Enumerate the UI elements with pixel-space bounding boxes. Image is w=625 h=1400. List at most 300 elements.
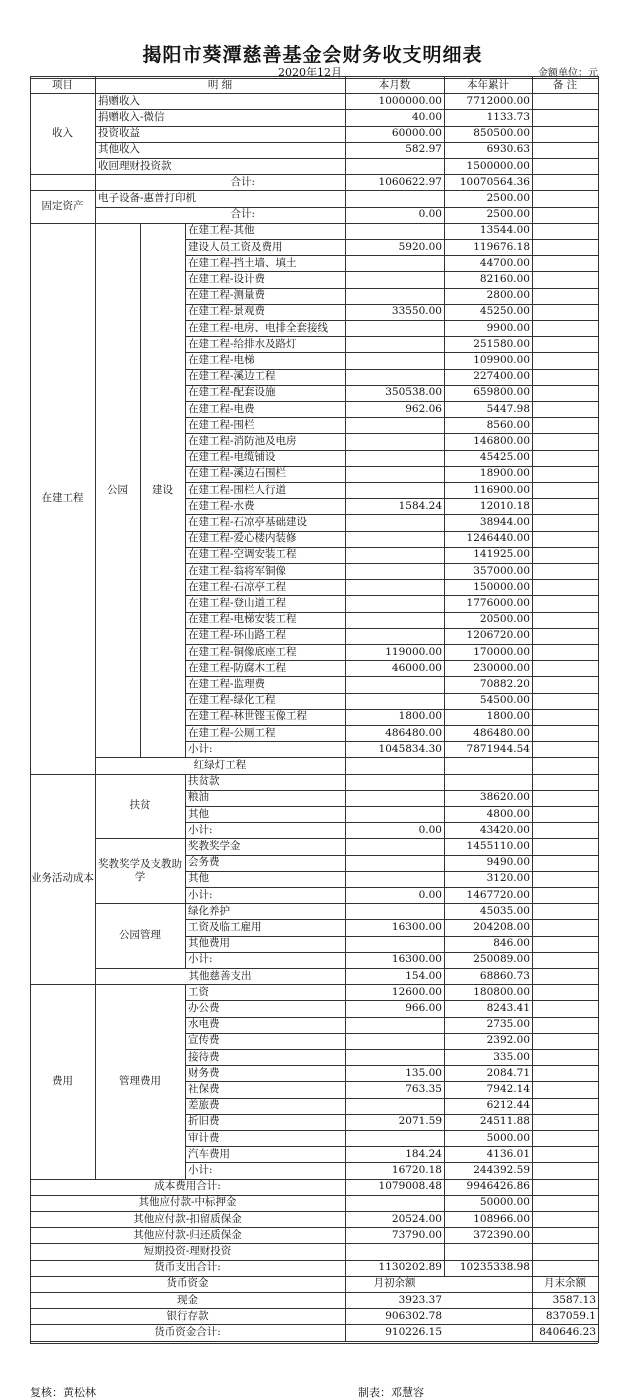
- row-rule: [185, 806, 598, 807]
- row-year-value: 45425.00: [479, 451, 530, 464]
- row-month-value: [345, 190, 444, 206]
- row-month-value: [345, 336, 444, 352]
- row-label: 在建工程-景观费: [188, 305, 266, 318]
- row-month-value: [345, 1098, 444, 1114]
- row-rule: [185, 919, 598, 920]
- row-label: 在建工程-给排水及路灯: [188, 337, 297, 350]
- row-year-value: 50000.00: [479, 1196, 530, 1209]
- row-month-value: 月初余额: [373, 1277, 416, 1290]
- row-year-value: 9490.00: [486, 856, 530, 869]
- row-label: 建设人员工资及费用: [188, 240, 283, 253]
- row-month-value: [345, 612, 444, 628]
- row-rule: [185, 644, 598, 645]
- row-month-value: [345, 693, 444, 709]
- row-year-value: 1133.73: [486, 110, 530, 123]
- row-rule: [30, 1308, 598, 1309]
- row-rule: [185, 1146, 598, 1147]
- row-rule: [185, 871, 598, 872]
- row-year-value: 1800.00: [486, 710, 530, 723]
- row-label: 在建工程-石凉亭工程: [188, 580, 287, 593]
- row-year-value: 45035.00: [479, 904, 530, 917]
- row-month-value: 12600.00: [391, 985, 442, 998]
- row-rule: [185, 271, 598, 272]
- row-year-value: 108966.00: [473, 1212, 530, 1225]
- row-label: 在建工程-电费: [188, 402, 255, 415]
- row-year-value: 5000.00: [486, 1131, 530, 1144]
- row-rule: [185, 531, 598, 532]
- group-park: 公园: [107, 483, 128, 496]
- row-year-value: 141925.00: [473, 548, 530, 561]
- row-rule: [95, 158, 598, 159]
- row-label: 货币支出合计:: [154, 1261, 221, 1274]
- row-rule: [185, 288, 598, 289]
- row-rule: [185, 579, 598, 580]
- group-build: 建设: [152, 483, 173, 496]
- row-label: 财务费: [188, 1066, 220, 1079]
- row-label: 其他: [188, 807, 209, 820]
- report-title: 揭阳市葵潭慈善基金会财务收支明细表: [142, 44, 483, 66]
- row-label: 粮油: [188, 791, 209, 804]
- row-label: 在建工程-水费: [188, 499, 255, 512]
- row-year-value: [444, 1308, 532, 1324]
- row-year-value: 1246440.00: [466, 532, 530, 545]
- row-month-value: [345, 757, 444, 773]
- row-year-value: 2735.00: [486, 1018, 530, 1031]
- row-label: 小计:: [188, 742, 213, 755]
- row-month-value: 1045834.30: [378, 742, 442, 755]
- row-year-value: 4136.01: [486, 1147, 530, 1160]
- row-rule: [185, 595, 598, 596]
- preparer-signature: 制表：邓慧容: [358, 1386, 424, 1399]
- row-year-value: 7942.14: [486, 1082, 530, 1095]
- row-label: 其他: [188, 872, 209, 885]
- row-year-value: 1455110.00: [466, 839, 530, 852]
- row-year-value: 38944.00: [479, 515, 530, 528]
- row-rule: [30, 190, 598, 191]
- row-label: 捐赠收入-微信: [98, 110, 165, 123]
- row-year-value: 850500.00: [473, 127, 530, 140]
- row-label: 汽车费用: [188, 1147, 230, 1160]
- row-label: 银行存款: [166, 1309, 209, 1322]
- row-label: 小计:: [188, 823, 213, 836]
- row-rule: [185, 547, 598, 548]
- row-rule: [30, 174, 598, 175]
- table-top-rule: [30, 76, 598, 77]
- table-top-rule: [30, 78, 598, 79]
- column-rule: [185, 223, 186, 758]
- row-month-value: 0.00: [418, 208, 442, 221]
- row-month-value: [345, 838, 444, 854]
- row-month-value: [345, 547, 444, 563]
- row-year-value: 8243.41: [486, 1001, 530, 1014]
- row-month-value: 16720.18: [391, 1163, 442, 1176]
- row-month-value: 119000.00: [385, 645, 442, 658]
- row-month-value: 33550.00: [391, 305, 442, 318]
- row-month-value: 40.00: [411, 110, 442, 123]
- row-month-value: 350538.00: [385, 386, 442, 399]
- row-label: 其他慈善支出: [188, 969, 252, 982]
- row-year-value: 4800.00: [486, 807, 530, 820]
- row-rule: [185, 336, 598, 337]
- row-rule: [185, 693, 598, 694]
- row-label: 收回理财投资款: [98, 159, 172, 172]
- row-month-value: [345, 936, 444, 952]
- row-rule: [30, 1292, 598, 1293]
- row-label: 在建工程-公厕工程: [188, 726, 276, 739]
- row-rule: [30, 774, 598, 775]
- row-month-value: 20524.00: [391, 1212, 442, 1225]
- header-note: 备 注: [552, 78, 578, 91]
- row-label: 短期投资-理财投资: [143, 1244, 232, 1257]
- row-year-value: 372390.00: [473, 1228, 530, 1241]
- row-rule: [95, 757, 598, 758]
- row-year-value: [444, 1276, 532, 1292]
- group-poverty: 扶贫: [129, 799, 151, 812]
- row-label: 办公费: [188, 1001, 220, 1014]
- header-item: 项目: [52, 78, 73, 91]
- row-label: 其他应付款-中标押金: [138, 1196, 237, 1209]
- row-year-value: 43420.00: [479, 823, 530, 836]
- row-month-value: 16300.00: [391, 920, 442, 933]
- row-year-value: 244392.59: [473, 1163, 530, 1176]
- row-month-value: [345, 466, 444, 482]
- row-rule: [185, 320, 598, 321]
- row-year-value: 82160.00: [479, 272, 530, 285]
- row-month-value: 3923.37: [398, 1293, 442, 1306]
- row-rule: [185, 563, 598, 564]
- row-rule: [185, 725, 598, 726]
- row-year-value: [444, 757, 532, 773]
- row-label: 其他应付款-归还质保金: [133, 1228, 242, 1241]
- row-rule: [185, 1033, 598, 1034]
- row-month-value: [345, 1195, 444, 1211]
- row-month-value: 135.00: [405, 1066, 442, 1079]
- row-rule: [95, 968, 598, 969]
- row-month-value: 910226.15: [385, 1325, 442, 1338]
- row-label: 在建工程-环山路工程: [188, 629, 287, 642]
- row-year-value: 119676.18: [473, 240, 530, 253]
- row-label: 在建工程-消防池及电房: [188, 434, 297, 447]
- header-month: 本月数: [378, 78, 411, 91]
- row-year-value: 38620.00: [479, 791, 530, 804]
- row-label: 在建工程-登山道工程: [188, 596, 287, 609]
- row-label: 在建工程-围栏人行道: [188, 483, 287, 496]
- column-rule: [345, 77, 346, 1341]
- row-month-value: 154.00: [405, 969, 442, 982]
- row-rule: [185, 741, 598, 742]
- row-rule: [95, 109, 598, 110]
- row-rule: [185, 612, 598, 613]
- row-month-value: [345, 855, 444, 871]
- row-month-value: 46000.00: [391, 661, 442, 674]
- row-year-value: 150000.00: [473, 580, 530, 593]
- row-year-value: 13544.00: [479, 224, 530, 237]
- row-rule: [185, 417, 598, 418]
- row-label: 在建工程-翁将军铜像: [188, 564, 287, 577]
- row-label: 现金: [177, 1293, 198, 1306]
- row-label: 宣传费: [188, 1034, 220, 1047]
- row-month-value: [345, 158, 444, 174]
- row-month-value: [345, 320, 444, 336]
- row-rule: [185, 255, 598, 256]
- row-label: 在建工程-防腐木工程: [188, 661, 287, 674]
- row-month-value: 1060622.97: [378, 175, 442, 188]
- row-year-value: 10235338.98: [459, 1261, 530, 1274]
- row-year-value: 9900.00: [486, 321, 530, 334]
- row-year-value: 2500.00: [486, 208, 530, 221]
- row-year-value: 146800.00: [473, 434, 530, 447]
- row-year-value: [444, 1292, 532, 1308]
- row-year-value: 1776000.00: [466, 596, 530, 609]
- row-label: 在建工程-电梯: [188, 353, 255, 366]
- row-rule: [95, 126, 598, 127]
- row-rule: [95, 903, 598, 904]
- row-year-value: 659800.00: [473, 386, 530, 399]
- row-rule: [185, 822, 598, 823]
- row-year-value: 10070564.36: [459, 175, 530, 188]
- row-year-value: 109900.00: [473, 353, 530, 366]
- row-year-value: 68860.73: [479, 969, 530, 982]
- row-note-value: 837059.1: [545, 1309, 596, 1322]
- row-label: 水电费: [188, 1018, 220, 1031]
- row-label: 在建工程-溪边石围栏: [188, 467, 287, 480]
- row-label: 其他应付款-扣留质保金: [133, 1212, 242, 1225]
- row-rule: [185, 628, 598, 629]
- row-year-value: 9946426.86: [466, 1180, 530, 1193]
- row-rule: [185, 433, 598, 434]
- row-label: 接待费: [188, 1050, 220, 1063]
- row-rule: [185, 1114, 598, 1115]
- row-year-value: 2500.00: [486, 191, 530, 204]
- row-year-value: 486480.00: [473, 726, 530, 739]
- row-rule: [30, 1227, 598, 1228]
- row-rule: [30, 1243, 598, 1244]
- row-year-value: 116900.00: [473, 483, 530, 496]
- row-year-value: 7712000.00: [466, 94, 530, 107]
- row-rule: [30, 1211, 598, 1212]
- group-expenses: 费用: [52, 1074, 73, 1087]
- row-label: 其他收入: [98, 143, 140, 156]
- row-rule: [185, 1049, 598, 1050]
- row-label: 在建工程-围栏: [188, 418, 255, 431]
- row-month-value: [345, 806, 444, 822]
- row-year-value: 8560.00: [486, 418, 530, 431]
- row-year-value: [444, 1324, 532, 1340]
- row-year-value: 227400.00: [473, 370, 530, 383]
- row-year-value: 18900.00: [479, 467, 530, 480]
- header-detail: 明 细: [207, 78, 233, 91]
- row-year-value: 357000.00: [473, 564, 530, 577]
- row-month-value: [345, 595, 444, 611]
- row-label: 其他费用: [188, 937, 230, 950]
- row-month-value: [345, 1017, 444, 1033]
- column-rule: [185, 984, 186, 1178]
- table-bottom-rule: [30, 1343, 598, 1344]
- row-month-value: 486480.00: [385, 726, 442, 739]
- row-label: 小计:: [188, 953, 213, 966]
- row-month-value: [345, 790, 444, 806]
- row-month-value: [345, 369, 444, 385]
- row-month-value: [345, 417, 444, 433]
- column-rule: [532, 77, 533, 1341]
- row-year-value: 230000.00: [473, 661, 530, 674]
- row-label: 扶贫款: [188, 775, 220, 788]
- row-rule: [95, 142, 598, 143]
- row-month-value: 0.00: [418, 823, 442, 836]
- row-month-value: 1584.24: [398, 499, 442, 512]
- row-year-value: 250089.00: [473, 953, 530, 966]
- row-label: 电子设备-惠普打印机: [98, 191, 197, 204]
- row-rule: [185, 1130, 598, 1131]
- row-label: 折旧费: [188, 1115, 220, 1128]
- row-month-value: [345, 531, 444, 547]
- row-year-value: 5447.98: [486, 402, 530, 415]
- row-rule: [30, 1341, 598, 1342]
- table-right-rule: [598, 76, 599, 1343]
- row-label: 小计:: [188, 1163, 213, 1176]
- row-rule: [185, 1098, 598, 1099]
- row-month-value: [345, 482, 444, 498]
- row-label: 审计费: [188, 1131, 220, 1144]
- column-rule: [444, 77, 445, 1276]
- row-year-value: 170000.00: [473, 645, 530, 658]
- row-label: 绿化养护: [188, 904, 230, 917]
- row-month-value: 582.97: [405, 143, 442, 156]
- column-rule: [95, 77, 96, 1179]
- row-label: 成本费用合计:: [154, 1180, 221, 1193]
- row-month-value: 5920.00: [398, 240, 442, 253]
- row-label: 合计:: [230, 175, 255, 188]
- row-label: 货币资金合计:: [154, 1325, 221, 1338]
- reviewer-signature: 复核：黄松林: [30, 1386, 96, 1399]
- row-year-value: 3120.00: [486, 872, 530, 885]
- row-rule: [185, 498, 598, 499]
- row-month-value: [345, 450, 444, 466]
- header-year: 本年累计: [467, 78, 509, 91]
- row-year-value: 7871944.54: [466, 742, 530, 755]
- row-rule: [30, 984, 598, 985]
- row-rule: [185, 952, 598, 953]
- row-note-value: 840646.23: [539, 1325, 596, 1338]
- row-label: 奖教奖学金: [188, 839, 241, 852]
- row-label: 在建工程-爱心楼内装修: [188, 532, 297, 545]
- row-label: 捐赠收入: [98, 94, 140, 107]
- row-rule: [185, 401, 598, 402]
- row-rule: [185, 304, 598, 305]
- row-month-value: [345, 514, 444, 530]
- row-rule: [185, 466, 598, 467]
- row-month-value: [345, 255, 444, 271]
- row-year-value: 20500.00: [479, 613, 530, 626]
- row-year-value: 2392.00: [486, 1034, 530, 1047]
- row-month-value: [345, 223, 444, 239]
- row-rule: [185, 1017, 598, 1018]
- row-label: 小计:: [188, 888, 213, 901]
- row-rule: [185, 936, 598, 937]
- row-label: 在建工程-电缆铺设: [188, 451, 276, 464]
- row-rule: [185, 239, 598, 240]
- row-month-value: 16300.00: [391, 953, 442, 966]
- row-year-value: 54500.00: [479, 694, 530, 707]
- row-rule: [185, 514, 598, 515]
- row-rule: [185, 1065, 598, 1066]
- row-rule: [185, 660, 598, 661]
- row-rule: [95, 838, 598, 839]
- row-rule: [30, 1179, 598, 1180]
- row-year-value: 12010.18: [479, 499, 530, 512]
- row-month-value: 1130202.89: [378, 1261, 442, 1274]
- row-month-value: 763.35: [405, 1082, 442, 1095]
- row-label: 红绿灯工程: [193, 758, 247, 771]
- table-left-rule: [30, 76, 31, 1343]
- row-month-value: [345, 288, 444, 304]
- row-month-value: [345, 563, 444, 579]
- row-year-value: 1206720.00: [466, 629, 530, 642]
- row-month-value: 906302.78: [385, 1309, 442, 1322]
- row-label: 投资收益: [98, 127, 140, 140]
- row-rule: [30, 1260, 598, 1261]
- row-label: 会务费: [188, 856, 220, 869]
- row-rule: [185, 887, 598, 888]
- row-month-value: [345, 871, 444, 887]
- row-month-value: [345, 352, 444, 368]
- row-month-value: [345, 628, 444, 644]
- row-label: 在建工程-绿化工程: [188, 694, 276, 707]
- row-year-value: 6930.63: [486, 143, 530, 156]
- row-label: 在建工程-铜像底座工程: [188, 645, 297, 658]
- row-year-value: 846.00: [493, 937, 530, 950]
- row-rule: [185, 1081, 598, 1082]
- group-park-management: 公园管理: [119, 929, 161, 942]
- row-rule: [185, 709, 598, 710]
- row-label: 在建工程-电梯安装工程: [188, 613, 297, 626]
- row-year-value: 335.00: [493, 1050, 530, 1063]
- row-label: 工资: [188, 985, 209, 998]
- row-rule: [30, 1276, 598, 1277]
- row-month-value: [345, 1243, 444, 1259]
- row-rule: [185, 352, 598, 353]
- row-year-value: 2800.00: [486, 289, 530, 302]
- row-rule: [185, 855, 598, 856]
- group-income: 收入: [52, 127, 73, 140]
- header-rule: [30, 93, 598, 94]
- row-label: 在建工程-监理费: [188, 677, 266, 690]
- row-rule: [185, 790, 598, 791]
- group-fixed-assets: 固定资产: [41, 200, 84, 213]
- row-rule: [95, 207, 598, 208]
- row-year-value: 1500000.00: [466, 159, 530, 172]
- row-year-value: 6212.44: [486, 1099, 530, 1112]
- row-month-value: 60000.00: [391, 127, 442, 140]
- row-year-value: 44700.00: [479, 256, 530, 269]
- row-year-value: 24511.88: [479, 1115, 530, 1128]
- row-rule: [185, 450, 598, 451]
- row-label: 在建工程-挡土墙、填土: [188, 256, 297, 269]
- column-rule: [185, 774, 186, 968]
- row-rule: [185, 385, 598, 386]
- row-label: 差旅费: [188, 1099, 220, 1112]
- row-year-value: 45250.00: [479, 305, 530, 318]
- row-label: 在建工程-测量费: [188, 289, 266, 302]
- row-month-value: 2071.59: [398, 1115, 442, 1128]
- row-month-value: 966.00: [405, 1001, 442, 1014]
- row-month-value: [345, 903, 444, 919]
- row-rule: [185, 369, 598, 370]
- row-label: 社保费: [188, 1082, 220, 1095]
- row-month-value: 0.00: [418, 888, 442, 901]
- row-rule: [30, 223, 598, 224]
- group-education: 奖教奖学及支教助学: [98, 857, 182, 883]
